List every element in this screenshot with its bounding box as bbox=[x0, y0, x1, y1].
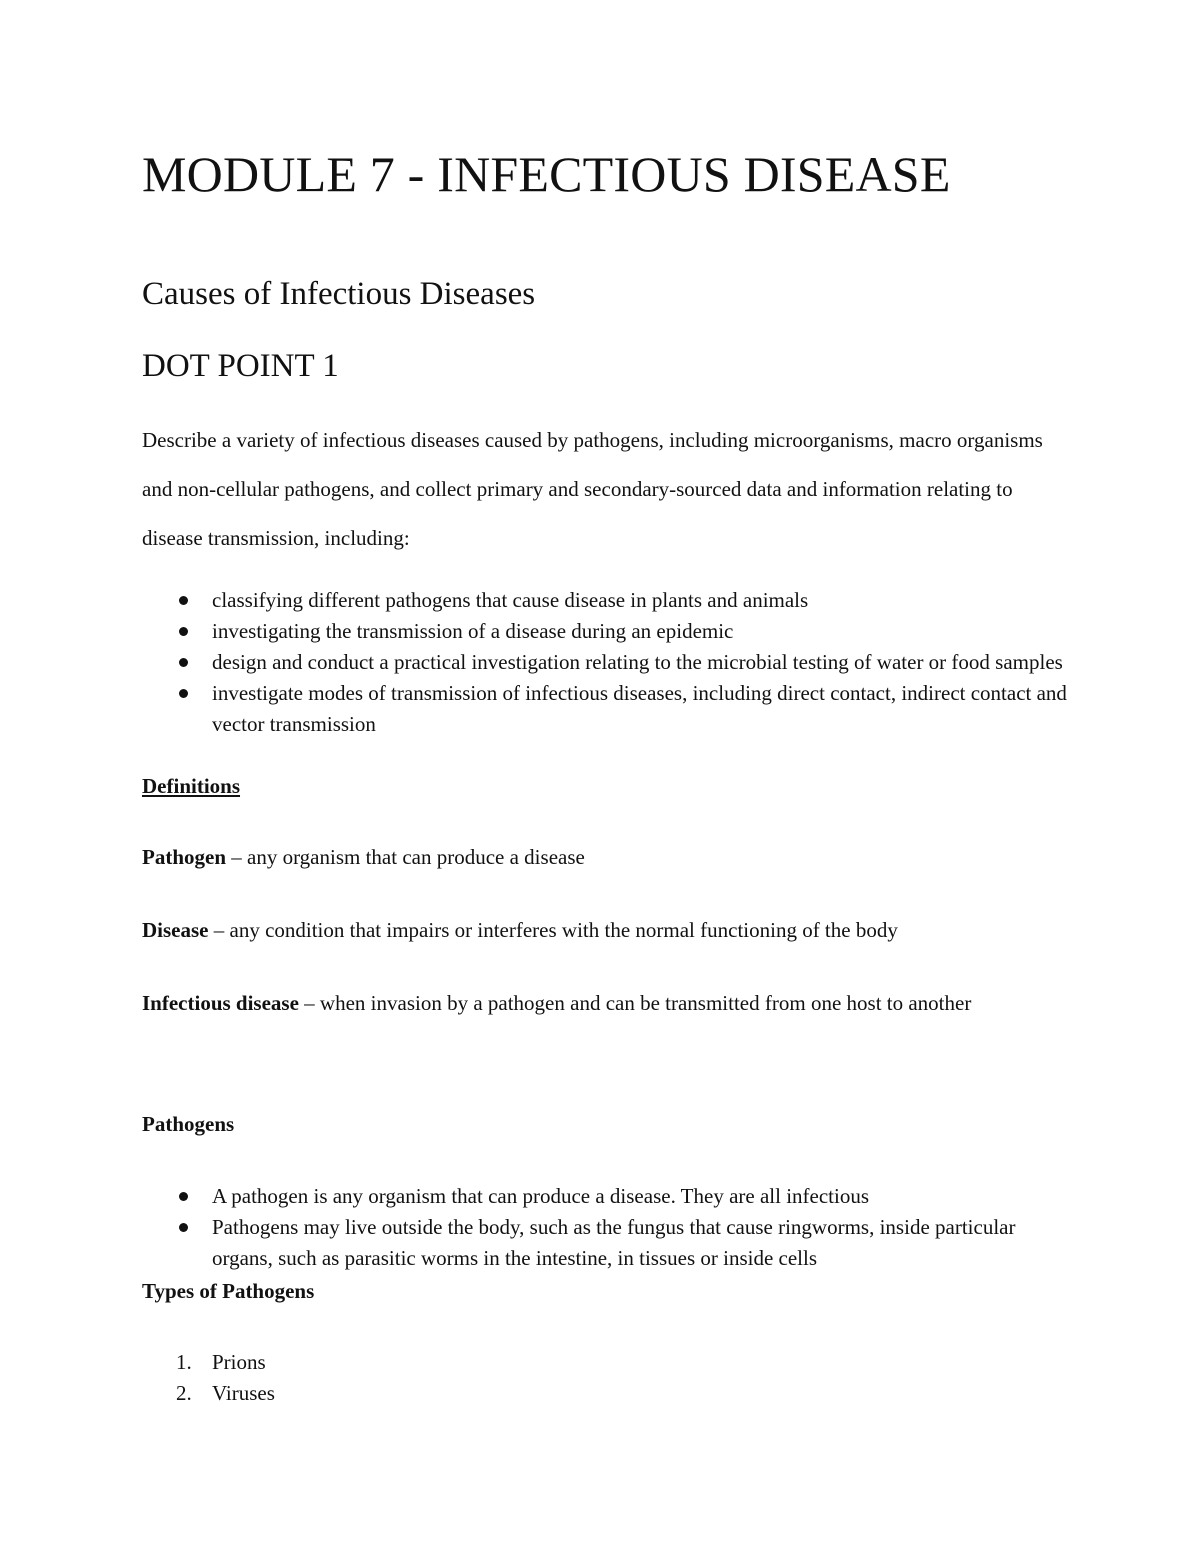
list-item bbox=[142, 585, 1072, 616]
bullet-icon bbox=[179, 1192, 188, 1201]
list-item bbox=[142, 1378, 1072, 1409]
definition-pathogen bbox=[142, 833, 1042, 882]
definitions-heading: Definitions bbox=[142, 774, 241, 798]
list-item-text: A pathogen is any organism that can produce a disease. They are all infectious bbox=[212, 1184, 870, 1208]
intro-paragraph: Describe a variety of infectious diseases caused by pathogens, including microorganisms, macro organisms and non-cellular pathogens, and collect primary and secondary-sourced data and information relating to disease transmission, including: bbox=[142, 428, 1043, 550]
bullet-icon bbox=[179, 689, 188, 698]
list-item-text: investigating the transmission of a disease during an epidemic bbox=[212, 619, 734, 643]
list-item-text: classifying different pathogens that cause disease in plants and animals bbox=[212, 588, 809, 612]
types-heading: Types of Pathogens bbox=[142, 1279, 315, 1303]
list-item bbox=[142, 616, 1072, 647]
bullet-icon bbox=[179, 627, 188, 636]
bullet-icon bbox=[179, 596, 188, 605]
list-item-text: Prions bbox=[212, 1350, 266, 1374]
bullet-icon bbox=[179, 658, 188, 667]
definition-disease bbox=[142, 906, 1042, 955]
types-ordered-list bbox=[142, 1347, 1072, 1409]
bullet-icon bbox=[179, 1223, 188, 1232]
list-item bbox=[142, 1181, 1072, 1212]
dot-point-heading: DOT POINT 1 bbox=[142, 348, 339, 384]
list-item bbox=[142, 647, 1072, 678]
definition-text: – when invasion by a pathogen and can be transmitted from one host to another bbox=[298, 991, 972, 1015]
list-number: 1. bbox=[176, 1350, 192, 1374]
section-heading: Causes of Infectious Diseases bbox=[142, 276, 536, 312]
list-item bbox=[142, 1347, 1072, 1378]
definition-term: Disease bbox=[142, 918, 209, 942]
list-item bbox=[142, 1212, 1072, 1274]
definition-text: – any organism that can produce a disease bbox=[226, 845, 585, 869]
definition-infectious-disease bbox=[142, 979, 1012, 1028]
pathogens-heading: Pathogens bbox=[142, 1112, 235, 1136]
definition-text: – any condition that impairs or interferes with the normal functioning of the body bbox=[208, 918, 898, 942]
pathogens-bullet-list bbox=[142, 1181, 1072, 1274]
list-item bbox=[142, 678, 1072, 740]
intro-bullet-list bbox=[142, 585, 1072, 740]
list-item-text: Pathogens may live outside the body, such as the fungus that cause ringworms, inside particular organs, such as parasitic worms in the intestine, in tissues or inside cells bbox=[212, 1215, 1016, 1270]
list-item-text: Viruses bbox=[212, 1381, 275, 1405]
list-item-text: design and conduct a practical investigation relating to the microbial testing of water or food samples bbox=[212, 650, 1063, 674]
definition-term: Infectious disease bbox=[142, 991, 299, 1015]
definition-term: Pathogen bbox=[142, 845, 226, 869]
page-title: MODULE 7 - INFECTIOUS DISEASE bbox=[142, 146, 951, 202]
list-item-text: investigate modes of transmission of infectious diseases, including direct contact, indirect contact and vector transmission bbox=[212, 681, 1067, 736]
list-number: 2. bbox=[176, 1381, 192, 1405]
